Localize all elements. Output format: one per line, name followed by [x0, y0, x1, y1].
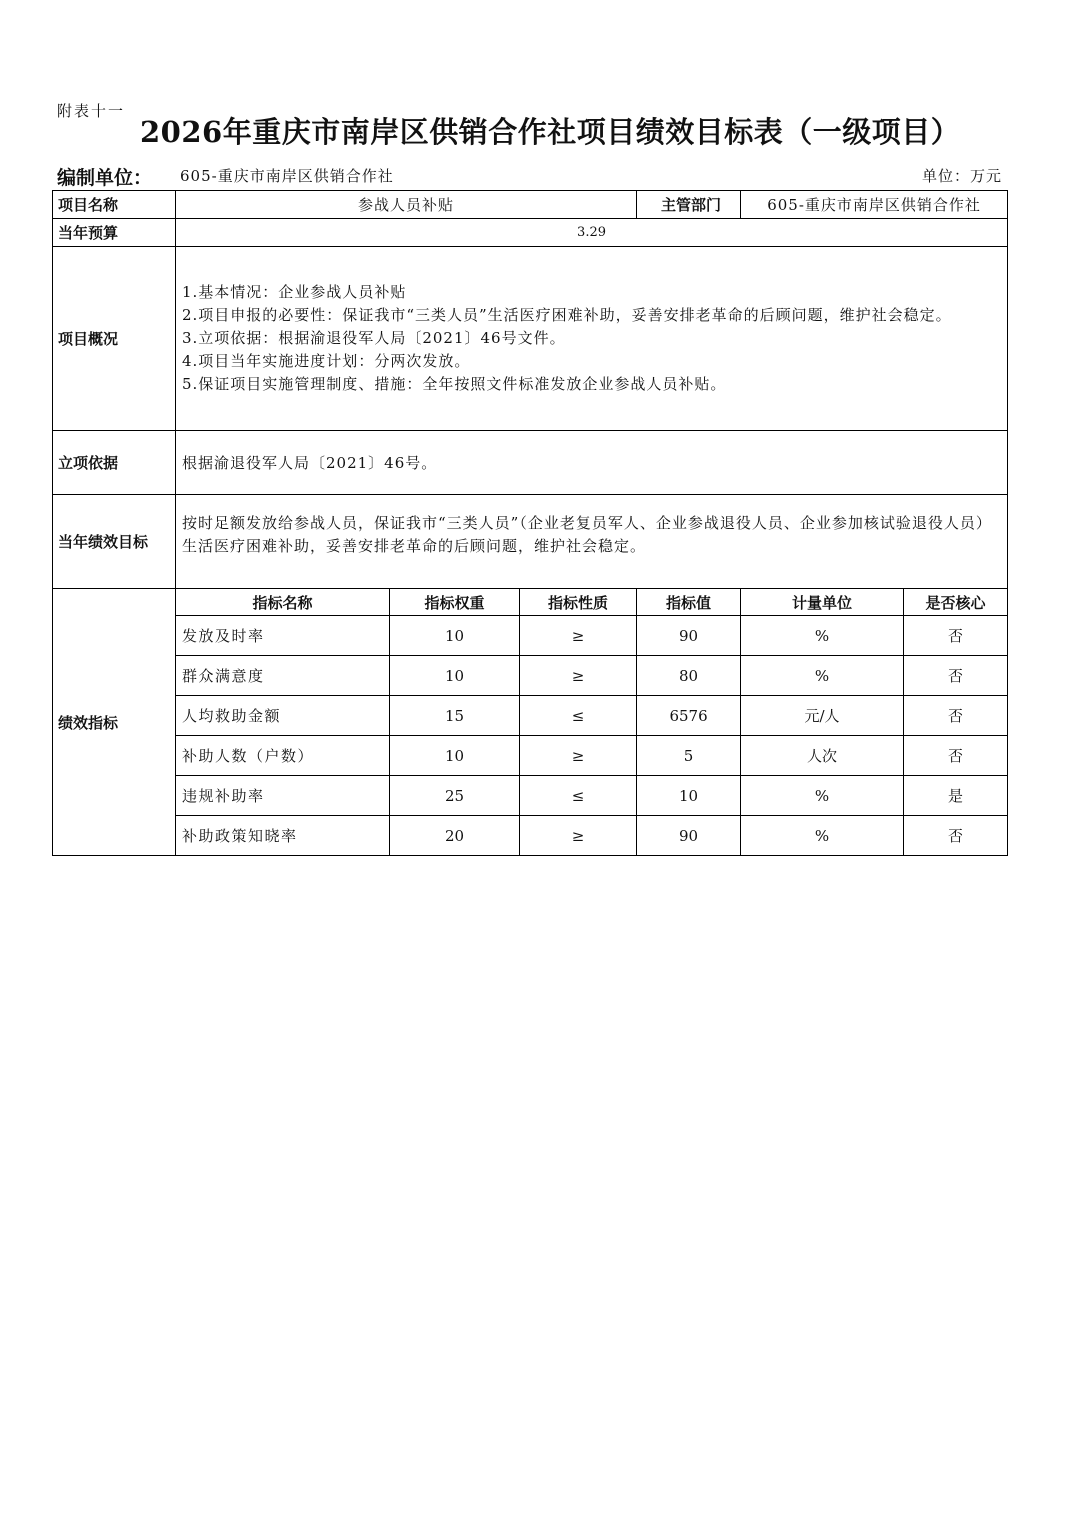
indicator-weight: 10 [390, 656, 520, 696]
basis-value: 根据渝退役军人局〔2021〕46号。 [176, 431, 1008, 495]
goal-value: 按时足额发放给参战人员，保证我市“三类人员”（企业老复员军人、企业参战退役人员、企业参加核试验退役人员）生活医疗困难补助，妥善安排老革命的后顾问题，维护社会稳定。 [176, 495, 1008, 589]
project-name-label: 项目名称 [53, 191, 176, 219]
goal-row [53, 495, 1008, 589]
header-value: 指标值 [637, 589, 741, 616]
indicator-weight: 25 [390, 776, 520, 816]
header-indicator-name: 指标名称 [176, 589, 390, 616]
indicator-nature: ≥ [520, 616, 637, 656]
indicator-name: 违规补助率 [176, 776, 390, 816]
indicator-unit: % [741, 616, 904, 656]
indicator-weight: 10 [390, 736, 520, 776]
indicator-weight: 15 [390, 696, 520, 736]
indicator-core: 否 [904, 656, 1008, 696]
budget-value: 3.29 [176, 219, 1008, 247]
compiler-label: 编制单位： [57, 167, 153, 189]
indicator-core: 否 [904, 616, 1008, 656]
indicator-header-row [53, 589, 1008, 616]
table-row [53, 696, 1008, 736]
indicator-unit: % [741, 656, 904, 696]
basis-row [53, 431, 1008, 495]
indicator-core: 否 [904, 736, 1008, 776]
header-nature: 指标性质 [520, 589, 637, 616]
indicator-core: 否 [904, 816, 1008, 856]
project-name-value: 参战人员补贴 [176, 191, 637, 219]
indicator-value: 90 [637, 816, 741, 856]
indicator-nature: ≥ [520, 816, 637, 856]
overview-line-2: 2.项目申报的必要性：保证我市“三类人员”生活医疗困难补助，妥善安排老革命的后顾问题，维护社会稳定。 [182, 306, 952, 324]
page-title: 2026年重庆市南岸区供销合作社项目绩效目标表（一级项目） [140, 115, 961, 149]
department-label: 主管部门 [637, 191, 741, 219]
indicator-unit: 人次 [741, 736, 904, 776]
overview-row [53, 247, 1008, 431]
goal-label: 当年绩效目标 [53, 495, 176, 589]
indicator-value: 10 [637, 776, 741, 816]
indicator-nature: ≥ [520, 656, 637, 696]
department-value: 605-重庆市南岸区供销合作社 [741, 191, 1008, 219]
indicator-nature: ≥ [520, 736, 637, 776]
indicator-unit: % [741, 816, 904, 856]
indicator-core: 是 [904, 776, 1008, 816]
header-core: 是否核心 [904, 589, 1008, 616]
indicator-nature: ≤ [520, 696, 637, 736]
performance-table [52, 190, 1008, 856]
indicator-name: 群众满意度 [176, 656, 390, 696]
indicators-label: 绩效指标 [53, 589, 176, 856]
table-row [53, 776, 1008, 816]
project-name-row [53, 191, 1008, 219]
header-weight: 指标权重 [390, 589, 520, 616]
table-row [53, 656, 1008, 696]
budget-label: 当年预算 [53, 219, 176, 247]
indicator-value: 90 [637, 616, 741, 656]
table-row [53, 816, 1008, 856]
overview-line-4: 4.项目当年实施进度计划：分两次发放。 [182, 352, 471, 370]
table-row [53, 736, 1008, 776]
overview-line-5: 5.保证项目实施管理制度、措施：全年按照文件标准发放企业参战人员补贴。 [182, 375, 727, 393]
indicator-nature: ≤ [520, 776, 637, 816]
indicator-name: 发放及时率 [176, 616, 390, 656]
indicator-weight: 20 [390, 816, 520, 856]
indicator-name: 补助人数（户数） [176, 736, 390, 776]
indicator-core: 否 [904, 696, 1008, 736]
unit-text: 单位：万元 [921, 167, 1002, 185]
indicator-value: 80 [637, 656, 741, 696]
indicator-name: 人均救助金额 [176, 696, 390, 736]
indicator-value: 6576 [637, 696, 741, 736]
compiler-line [54, 162, 1006, 188]
overview-label: 项目概况 [53, 247, 176, 431]
overview-line-3: 3.立项依据：根据渝退役军人局〔2021〕46号文件。 [182, 329, 566, 347]
table-row [53, 616, 1008, 656]
indicator-weight: 10 [390, 616, 520, 656]
overview-content [176, 247, 1008, 431]
overview-line-1: 1.基本情况：企业参战人员补贴 [182, 283, 407, 301]
budget-row [53, 219, 1008, 247]
annex-label: 附表十一 [57, 102, 126, 120]
indicator-name: 补助政策知晓率 [176, 816, 390, 856]
header-unit: 计量单位 [741, 589, 904, 616]
basis-label: 立项依据 [53, 431, 176, 495]
indicator-value: 5 [637, 736, 741, 776]
compiler-value: 605-重庆市南岸区供销合作社 [180, 167, 394, 185]
indicator-unit: % [741, 776, 904, 816]
indicator-unit: 元/人 [741, 696, 904, 736]
